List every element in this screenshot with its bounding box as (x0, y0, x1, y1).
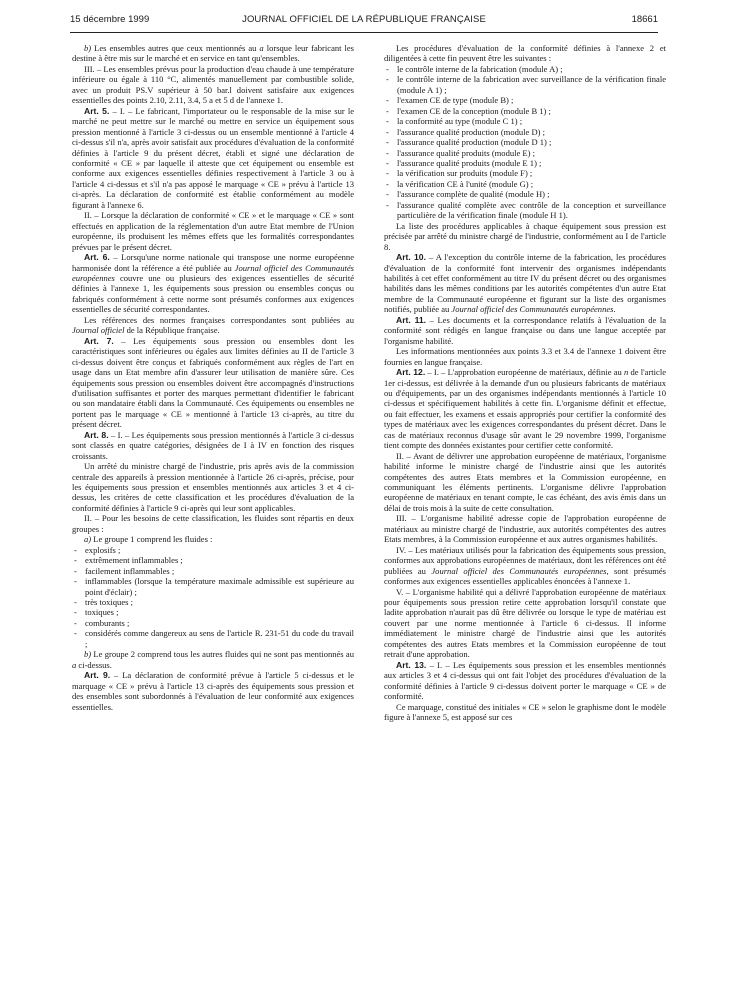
article-label: Art. 8. (84, 429, 109, 440)
article-8: Art. 8. – I. – Les équipements sous pression mentionnés à l'article 3 ci-dessus sont classés en quatre catégories, désignées de I à IV en fonction des risques croissants. (72, 429, 355, 461)
paragraph: V. – L'organisme habilité qui a délivré l'approbation européenne de matériaux pour équipements sous pression retire cette approbation lorsqu'il constate que ladite approbation n'aurait pas dû être délivrée ou lorsque le type de matériau est couvert par une norme mentionnée à l'article 6 ci-dessus. Il informe immédiatement le ministre chargé de l'industrie ainsi que les autorités compétentes des autres Etats membres et la Commission européenne de tout retrait d'une approbation. (384, 586, 666, 660)
list-item: - l'assurance qualité production (module D) ; (384, 127, 666, 137)
list-item: - le contrôle interne de la fabrication (module A) ; (384, 64, 666, 74)
article-label: Art. 11. (396, 314, 427, 325)
list-item: - la conformité au type (module C 1) ; (384, 116, 666, 126)
list-item: - inflammables (lorsque la température maximale admissible est supérieure au point d'éclair) ; (72, 576, 354, 597)
list-item: - l'assurance qualité produits (module E) ; (384, 148, 666, 158)
paragraph: a) Le groupe 1 comprend les fluides : (84, 534, 213, 545)
article-6: Art. 6. – Lorsqu'une norme nationale qui transpose une norme européenne harmonisée dont la référence a été publiée au Journal officiel des Communautés européennes couvre une ou plusieurs des exigences essentielles de sécurité définies à l'annexe 1, les équipements sous pression ou ensembles conçus ou fabriqués conformément à cette norme sont présumés conformes aux exigences essentielles de sécurité correspondantes. (72, 252, 354, 315)
list-item: - le contrôle interne de la fabrication avec surveillance de la vérification finale (module A 1) ; (384, 74, 666, 95)
header-rule (70, 32, 658, 33)
article-label: Art. 10. (396, 252, 426, 263)
paragraph: Les informations mentionnées aux points 3.3 et 3.4 de l'annexe 1 doivent être fournies en langue française. (384, 346, 666, 367)
list-item: - explosifs ; (72, 545, 354, 555)
paragraph: Ce marquage, constitué des initiales « CE » selon le graphisme dont le modèle figure à l'annexe 5, est apposé sur ces (384, 701, 666, 722)
article-label: Art. 7. (84, 335, 114, 346)
article-label: Art. 9. (84, 670, 111, 681)
article-10: Art. 10. – A l'exception du contrôle interne de la fabrication, les procédures d'évaluation de la conformité font intervenir des organismes indépendants habilités à cet effet conformément au titre IV du présent décret ou des organismes habilités dans les mêmes conditions par les autorités compétentes d'un autre Etat membre de la Communauté européenne et figurant sur la liste des organismes notifiés, publiée au Journal officiel des Communautés européennes. (384, 252, 666, 315)
paragraph: Les procédures d'évaluation de la conformité définies à l'annexe 2 et diligentées à cette fin peuvent être les suivantes : (384, 43, 666, 64)
page-number: 18661 (631, 14, 658, 25)
article-label: Art. 12. (396, 367, 426, 378)
paragraph: III. – Les ensembles prévus pour la production d'eau chaude à une température inférieure ou égale à 110 °C, alimentés manuellement par combustible solide, avec un produit PS.V supérieur à 50 bar.l doivent satisfaire aux exigences essentielles des points 2.10, 2.11, 3.4, 5 a et 5 d de l'annexe 1. (72, 63, 354, 106)
group1-fluid-list (72, 545, 354, 650)
module-list (384, 64, 666, 221)
article-13: Art. 13. – I. – Les équipements sous pression et les ensembles mentionnés aux articles 3 et 4 ci-dessus qui ont fait l'objet des procédures d'évaluation de la conformité définies à l'article 9 ci-dessus doivent porter le marquage « CE » de conformité. (384, 659, 666, 702)
list-item: - très toxiques ; (72, 597, 354, 607)
article-9: Art. 9. – La déclaration de conformité prévue à l'article 5 ci-dessus et le marquage « CE » prévu à l'article 13 ci-après des équipements sous pression et des ensembles sont subordonnés à l'évaluation de leur conformité aux exigences essentielles. (72, 670, 354, 712)
header-date: 15 décembre 1999 (70, 14, 150, 25)
page-header (70, 14, 658, 28)
right-column (384, 43, 666, 722)
paragraph: La liste des procédures applicables à chaque équipement sous pression est précisée par arrêté du ministre chargé de l'industrie, conformément au I de l'article 8. (384, 220, 666, 252)
article-label: Art. 5. (84, 105, 110, 116)
list-item: - l'examen CE de la conception (module B 1) ; (384, 106, 666, 116)
article-5: Art. 5. – I. – Le fabricant, l'importateur ou le responsable de la mise sur le marché ne peut mettre sur le marché ou mettre en service un équipement sous pression mentionné à l'article 3 ci-dessus ou un ensemble mentionné à l'article 4 ci-dessus s'il n'a, après avoir satisfait aux procédures d'évaluation de la conformité définies à l'article 9 du présent décret, établi et signé une déclaration de conformité « CE » par laquelle il atteste que cet équipement ou ensemble est conforme aux exigences essentielles définies respectivement à l'article 3 ou à l'article 4 ci-dessus et s'il n'a pas apposé le marquage « CE » prévu à l'article 13 ci-après. La déclaration de conformité est établie conformément au modèle figurant à l'annexe 6. (72, 105, 354, 210)
paragraph: II. – Lorsque la déclaration de conformité « CE » et le marquage « CE » sont effectués en application de la réglementation d'un autre Etat membre de l'Union européenne, ils produisent les mêmes effets que les formalités correspondantes prévues par le présent décret. (72, 210, 354, 252)
paragraph: II. – Pour les besoins de cette classification, les fluides sont répartis en deux groupes : (72, 513, 354, 534)
article-12: Art. 12. – I. – L'approbation européenne de matériaux, définie au n de l'article 1er ci-dessus, est délivrée à la demande d'un ou plusieurs fabricants de matériaux ou d'équipements, par un des organismes indépendants mentionnés à l'article 10 ci-dessus et spécifiquement habilités à cette fin. L'organisme définit et effectue, ou fait effectuer, les examens et essais appropriés pour certifier la conformité des types de matériaux avec les exigences correspondantes du présent décret. Dans le cas de matériaux reconnus d'usage sûr avant le 29 novembre 1999, l'organisme tient compte des données existantes pour certifier cette conformité. (384, 367, 666, 451)
journal-title: JOURNAL OFFICIEL DE LA RÉPUBLIQUE FRANÇAISE (242, 14, 486, 25)
list-item: - extrêmement inflammables ; (72, 555, 354, 565)
list-item: - l'examen CE de type (module B) ; (384, 95, 666, 105)
list-item: - la vérification sur produits (module F) ; (384, 168, 666, 178)
paragraph: Les références des normes françaises correspondantes sont publiées au Journal officiel de la République française. (72, 314, 354, 336)
list-item: - l'assurance complète de qualité (module H) ; (384, 189, 666, 199)
left-column (72, 43, 354, 712)
article-11: Art. 11. – Les documents et la correspondance relatifs à l'évaluation de la conformité sont rédigés en langue française ou dans une langue acceptée par l'organisme habilité. (384, 314, 666, 346)
list-item: - la vérification CE à l'unité (module G) ; (384, 179, 666, 189)
article-label: Art. 13. (396, 659, 427, 670)
paragraph: b) Le groupe 2 comprend tous les autres fluides qui ne sont pas mentionnés au a ci-dessus. (72, 649, 354, 670)
list-item: - comburants ; (72, 618, 354, 628)
paragraph: IV. – Les matériaux utilisés pour la fabrication des équipements sous pression, conformes aux approbations européennes de matériaux, dont les références ont été publiées au Journal officiel des Communautés européennes, sont présumés conformes aux exigences essentielles applicables énoncées à l'annexe 1. (384, 544, 666, 587)
list-item: - l'assurance qualité production (module D 1) ; (384, 137, 666, 147)
list-item: - facilement inflammables ; (72, 566, 354, 576)
paragraph: II. – Avant de délivrer une approbation européenne de matériaux, l'organisme habilité informe le ministre chargé de l'industrie ainsi que les autorités compétentes des autres Etats membres et la Commission européenne, en communiquant les éléments pertinents. L'organisme délivre l'approbation européenne de matériaux en tenant compte, le cas échéant, des avis émis dans un délai de trois mois à la suite de cette consultation. (384, 450, 666, 513)
list-item: - toxiques ; (72, 607, 354, 617)
article-7: Art. 7. – Les équipements sous pression ou ensembles dont les caractéristiques sont inférieures ou égales aux limites définies au II de l'article 3 ci-dessus doivent être conçus et fabriqués conformément aux règles de l'art en usage dans un Etat membre afin d'assurer leur utilisation de manière sûre. Ces équipements sous pression ou ensembles doivent être accompagnés d'instructions d'utilisation suffisantes et porter des marques permettant d'identifier le fabricant ou son mandataire établi dans la Communauté. Ces équipements ou ensembles ne portent pas le marquage « CE » mentionné à l'article 13 ci-après, au titre du présent décret. (72, 335, 354, 430)
list-item: - considérés comme dangereux au sens de l'article R. 231-51 du code du travail ; (72, 628, 354, 649)
list-item: - l'assurance qualité produits (module E 1) ; (384, 158, 666, 168)
list-item: - l'assurance qualité complète avec contrôle de la conception et surveillance particulière de la vérification finale (module H 1). (384, 200, 666, 221)
paragraph: Un arrêté du ministre chargé de l'industrie, pris après avis de la commission centrale des appareils à pression mentionnée à l'article 26 ci-après, précise, pour les équipements sous pression et ensembles mentionnés aux articles 3 et 4 ci-dessus, les critères de cette classification et les procédures d'évaluation de la conformité définies à l'article 9 ci-après qui leur sont applicables. (72, 461, 354, 513)
paragraph: b) Les ensembles autres que ceux mentionnés au a lorsque leur fabricant les destine à être mis sur le marché et en service en tant qu'ensembles. (72, 43, 355, 64)
article-label: Art. 6. (84, 252, 110, 263)
paragraph: III. – L'organisme habilité adresse copie de l'approbation européenne de matériaux au ministre chargé de l'industrie, aux autorités compétentes des autres Etats membres, à la Commission européenne et aux autres organismes habilités. (384, 513, 666, 545)
